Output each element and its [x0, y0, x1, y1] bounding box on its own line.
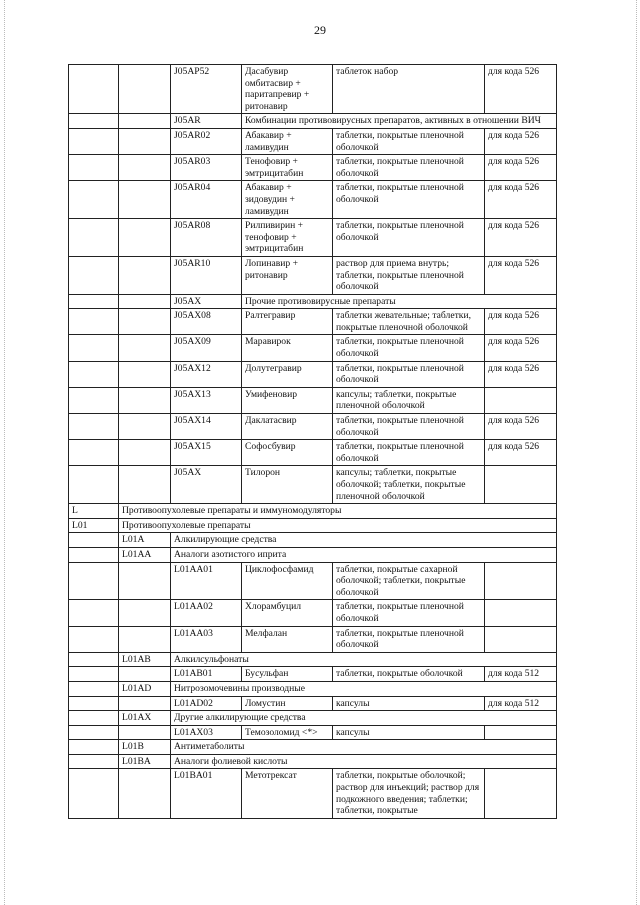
- level-1-cell: [119, 696, 171, 711]
- level-0-cell: [69, 335, 119, 361]
- atc-code-cell: J05AR03: [171, 155, 242, 181]
- group-row: [69, 754, 557, 769]
- drug-name-cell: Ломустин: [242, 696, 333, 711]
- drug-name-cell: Дасабувир омбитасвир + паритапревир + ритонавир: [242, 65, 333, 114]
- table-row: [69, 562, 557, 600]
- level-0-cell: [69, 696, 119, 711]
- dosage-form-cell: таблетки, покрытые оболочкой; раствор для инъекций; раствор для подкожного введения; таблетки; таблетки, покрытые: [333, 769, 485, 818]
- level-1-cell: [119, 600, 171, 626]
- note-cell: [485, 725, 557, 740]
- level-0-cell: [69, 181, 119, 219]
- dosage-form-cell: таблеток набор: [333, 65, 485, 114]
- drug-name-cell: Рилпивирин + тенофовир + эмтрицитабин: [242, 219, 333, 257]
- group-code-cell: L: [69, 504, 119, 519]
- group-code-cell: L01BA: [119, 754, 171, 769]
- note-cell: для кода 512: [485, 696, 557, 711]
- note-cell: для кода 526: [485, 440, 557, 466]
- atc-code-cell: J05AX: [171, 466, 242, 504]
- atc-code-cell: J05AR04: [171, 181, 242, 219]
- drug-name-cell: Тилорон: [242, 466, 333, 504]
- indent-cell: [69, 740, 119, 755]
- table-row: [69, 600, 557, 626]
- group-title-cell: Нитрозомочевины производные: [171, 681, 557, 696]
- atc-code-cell: J05AX14: [171, 414, 242, 440]
- note-cell: для кода 526: [485, 361, 557, 387]
- table-row: [69, 440, 557, 466]
- atc-code-cell: J05AR08: [171, 219, 242, 257]
- level-0-cell: [69, 414, 119, 440]
- atc-code-cell: J05AX15: [171, 440, 242, 466]
- drug-name-cell: Хлорамбуцил: [242, 600, 333, 626]
- dosage-form-cell: таблетки, покрытые пленочной оболочкой: [333, 219, 485, 257]
- drug-name-cell: Умифеновир: [242, 387, 333, 413]
- level-1-cell: [119, 309, 171, 335]
- atc-code-cell: L01AA01: [171, 562, 242, 600]
- table-row: [69, 696, 557, 711]
- note-cell: [485, 466, 557, 504]
- group-title-cell: Алкилсульфонаты: [171, 652, 557, 667]
- group-title-cell: Алкилирующие средства: [171, 533, 557, 548]
- atc-code-cell: L01AB01: [171, 667, 242, 682]
- table-row: [69, 128, 557, 154]
- drug-name-cell: Маравирок: [242, 335, 333, 361]
- indent-cell: [119, 114, 171, 129]
- level-0-cell: [69, 440, 119, 466]
- group-code-cell: J05AR: [171, 114, 242, 129]
- atc-code-cell: L01AA02: [171, 600, 242, 626]
- level-0-cell: [69, 769, 119, 818]
- group-row: [69, 294, 557, 309]
- level-0-cell: [69, 155, 119, 181]
- level-1-cell: [119, 769, 171, 818]
- dosage-form-cell: раствор для приема внутрь; таблетки, покрытые пленочной оболочкой: [333, 256, 485, 294]
- atc-code-cell: J05AX13: [171, 387, 242, 413]
- group-row: [69, 681, 557, 696]
- level-1-cell: [119, 65, 171, 114]
- drug-table-body: [69, 65, 557, 819]
- group-title-cell: Аналоги азотистого иприта: [171, 547, 557, 562]
- table-row: [69, 361, 557, 387]
- group-code-cell: J05AX: [171, 294, 242, 309]
- level-0-cell: [69, 387, 119, 413]
- dosage-form-cell: таблетки, покрытые пленочной оболочкой: [333, 155, 485, 181]
- dosage-form-cell: капсулы; таблетки, покрытые оболочкой; таблетки, покрытые пленочной оболочкой: [333, 466, 485, 504]
- drug-name-cell: Темозоломид <*>: [242, 725, 333, 740]
- group-code-cell: L01AB: [119, 652, 171, 667]
- group-title-cell: Комбинации противовирусных препаратов, активных в отношении ВИЧ: [242, 114, 557, 129]
- level-0-cell: [69, 600, 119, 626]
- table-row: [69, 466, 557, 504]
- group-code-cell: L01AX: [119, 711, 171, 726]
- note-cell: [485, 769, 557, 818]
- drug-name-cell: Ралтегравир: [242, 309, 333, 335]
- atc-code-cell: J05AX08: [171, 309, 242, 335]
- drug-name-cell: Абакавир + ламивудин: [242, 128, 333, 154]
- note-cell: для кода 526: [485, 335, 557, 361]
- dosage-form-cell: таблетки жевательные; таблетки, покрытые пленочной оболочкой: [333, 309, 485, 335]
- indent-cell: [69, 652, 119, 667]
- dosage-form-cell: таблетки, покрытые оболочкой: [333, 667, 485, 682]
- dosage-form-cell: таблетки, покрытые пленочной оболочкой: [333, 335, 485, 361]
- drug-table: [68, 64, 557, 819]
- group-row: [69, 740, 557, 755]
- group-title-cell: Прочие противовирусные препараты: [242, 294, 557, 309]
- drug-name-cell: Абакавир + зидовудин + ламивудин: [242, 181, 333, 219]
- dosage-form-cell: таблетки, покрытые пленочной оболочкой: [333, 128, 485, 154]
- table-row: [69, 181, 557, 219]
- level-0-cell: [69, 219, 119, 257]
- note-cell: [485, 600, 557, 626]
- drug-name-cell: Бусульфан: [242, 667, 333, 682]
- atc-code-cell: L01AX03: [171, 725, 242, 740]
- group-code-cell: L01AD: [119, 681, 171, 696]
- level-0-cell: [69, 466, 119, 504]
- group-row: [69, 518, 557, 533]
- level-1-cell: [119, 440, 171, 466]
- group-row: [69, 114, 557, 129]
- drug-name-cell: Лопинавир + ритонавир: [242, 256, 333, 294]
- atc-code-cell: L01AA03: [171, 626, 242, 652]
- note-cell: для кода 526: [485, 155, 557, 181]
- dosage-form-cell: таблетки, покрытые пленочной оболочкой: [333, 361, 485, 387]
- table-row: [69, 414, 557, 440]
- table-row: [69, 667, 557, 682]
- atc-code-cell: L01BA01: [171, 769, 242, 818]
- table-row: [69, 155, 557, 181]
- dosage-form-cell: таблетки, покрытые пленочной оболочкой: [333, 600, 485, 626]
- note-cell: для кода 512: [485, 667, 557, 682]
- level-0-cell: [69, 128, 119, 154]
- level-1-cell: [119, 626, 171, 652]
- indent-cell: [69, 294, 119, 309]
- group-row: [69, 711, 557, 726]
- level-1-cell: [119, 667, 171, 682]
- atc-code-cell: J05AX12: [171, 361, 242, 387]
- indent-cell: [69, 681, 119, 696]
- indent-cell: [69, 114, 119, 129]
- group-title-cell: Противоопухолевые препараты: [119, 518, 557, 533]
- group-title-cell: Другие алкилирующие средства: [171, 711, 557, 726]
- atc-code-cell: J05AX09: [171, 335, 242, 361]
- level-1-cell: [119, 387, 171, 413]
- table-row: [69, 65, 557, 114]
- group-title-cell: Аналоги фолиевой кислоты: [171, 754, 557, 769]
- scan-edge-left: [4, 0, 6, 905]
- note-cell: для кода 526: [485, 309, 557, 335]
- group-code-cell: L01: [69, 518, 119, 533]
- level-1-cell: [119, 335, 171, 361]
- atc-code-cell: J05AP52: [171, 65, 242, 114]
- drug-name-cell: Софосбувир: [242, 440, 333, 466]
- level-1-cell: [119, 466, 171, 504]
- level-0-cell: [69, 65, 119, 114]
- level-1-cell: [119, 155, 171, 181]
- level-0-cell: [69, 725, 119, 740]
- group-row: [69, 547, 557, 562]
- note-cell: [485, 387, 557, 413]
- dosage-form-cell: таблетки, покрытые пленочной оболочкой: [333, 414, 485, 440]
- drug-name-cell: Мелфалан: [242, 626, 333, 652]
- drug-name-cell: Даклатасвир: [242, 414, 333, 440]
- dosage-form-cell: капсулы: [333, 725, 485, 740]
- atc-code-cell: L01AD02: [171, 696, 242, 711]
- drug-name-cell: Долутегравир: [242, 361, 333, 387]
- note-cell: [485, 562, 557, 600]
- indent-cell: [69, 547, 119, 562]
- dosage-form-cell: таблетки, покрытые пленочной оболочкой: [333, 440, 485, 466]
- group-row: [69, 533, 557, 548]
- drug-name-cell: Метотрексат: [242, 769, 333, 818]
- indent-cell: [119, 294, 171, 309]
- table-row: [69, 219, 557, 257]
- note-cell: для кода 526: [485, 414, 557, 440]
- indent-cell: [69, 754, 119, 769]
- group-code-cell: L01B: [119, 740, 171, 755]
- level-1-cell: [119, 725, 171, 740]
- drug-table-container: [68, 64, 556, 819]
- indent-cell: [69, 711, 119, 726]
- group-code-cell: L01A: [119, 533, 171, 548]
- level-0-cell: [69, 309, 119, 335]
- table-row: [69, 626, 557, 652]
- level-0-cell: [69, 562, 119, 600]
- level-1-cell: [119, 414, 171, 440]
- indent-cell: [69, 533, 119, 548]
- note-cell: для кода 526: [485, 181, 557, 219]
- dosage-form-cell: таблетки, покрытые пленочной оболочкой: [333, 181, 485, 219]
- note-cell: для кода 526: [485, 256, 557, 294]
- table-row: [69, 725, 557, 740]
- note-cell: для кода 526: [485, 65, 557, 114]
- note-cell: для кода 526: [485, 128, 557, 154]
- atc-code-cell: J05AR02: [171, 128, 242, 154]
- table-row: [69, 309, 557, 335]
- table-row: [69, 387, 557, 413]
- level-0-cell: [69, 361, 119, 387]
- level-0-cell: [69, 667, 119, 682]
- group-row: [69, 504, 557, 519]
- level-0-cell: [69, 256, 119, 294]
- table-row: [69, 335, 557, 361]
- level-1-cell: [119, 562, 171, 600]
- group-title-cell: Противоопухолевые препараты и иммуномодуляторы: [119, 504, 557, 519]
- scan-edge-right: [636, 0, 638, 905]
- note-cell: [485, 626, 557, 652]
- level-1-cell: [119, 361, 171, 387]
- table-row: [69, 256, 557, 294]
- level-1-cell: [119, 128, 171, 154]
- dosage-form-cell: таблетки, покрытые сахарной оболочкой; таблетки, покрытые оболочкой: [333, 562, 485, 600]
- page-number: 29: [314, 23, 326, 37]
- dosage-form-cell: капсулы: [333, 696, 485, 711]
- level-0-cell: [69, 626, 119, 652]
- dosage-form-cell: капсулы; таблетки, покрытые пленочной оболочкой: [333, 387, 485, 413]
- atc-code-cell: J05AR10: [171, 256, 242, 294]
- dosage-form-cell: таблетки, покрытые пленочной оболочкой: [333, 626, 485, 652]
- level-1-cell: [119, 181, 171, 219]
- note-cell: для кода 526: [485, 219, 557, 257]
- level-1-cell: [119, 256, 171, 294]
- group-row: [69, 652, 557, 667]
- group-code-cell: L01AA: [119, 547, 171, 562]
- level-1-cell: [119, 219, 171, 257]
- table-row: [69, 769, 557, 818]
- drug-name-cell: Тенофовир + эмтрицитабин: [242, 155, 333, 181]
- drug-name-cell: Циклофосфамид: [242, 562, 333, 600]
- group-title-cell: Антиметаболиты: [171, 740, 557, 755]
